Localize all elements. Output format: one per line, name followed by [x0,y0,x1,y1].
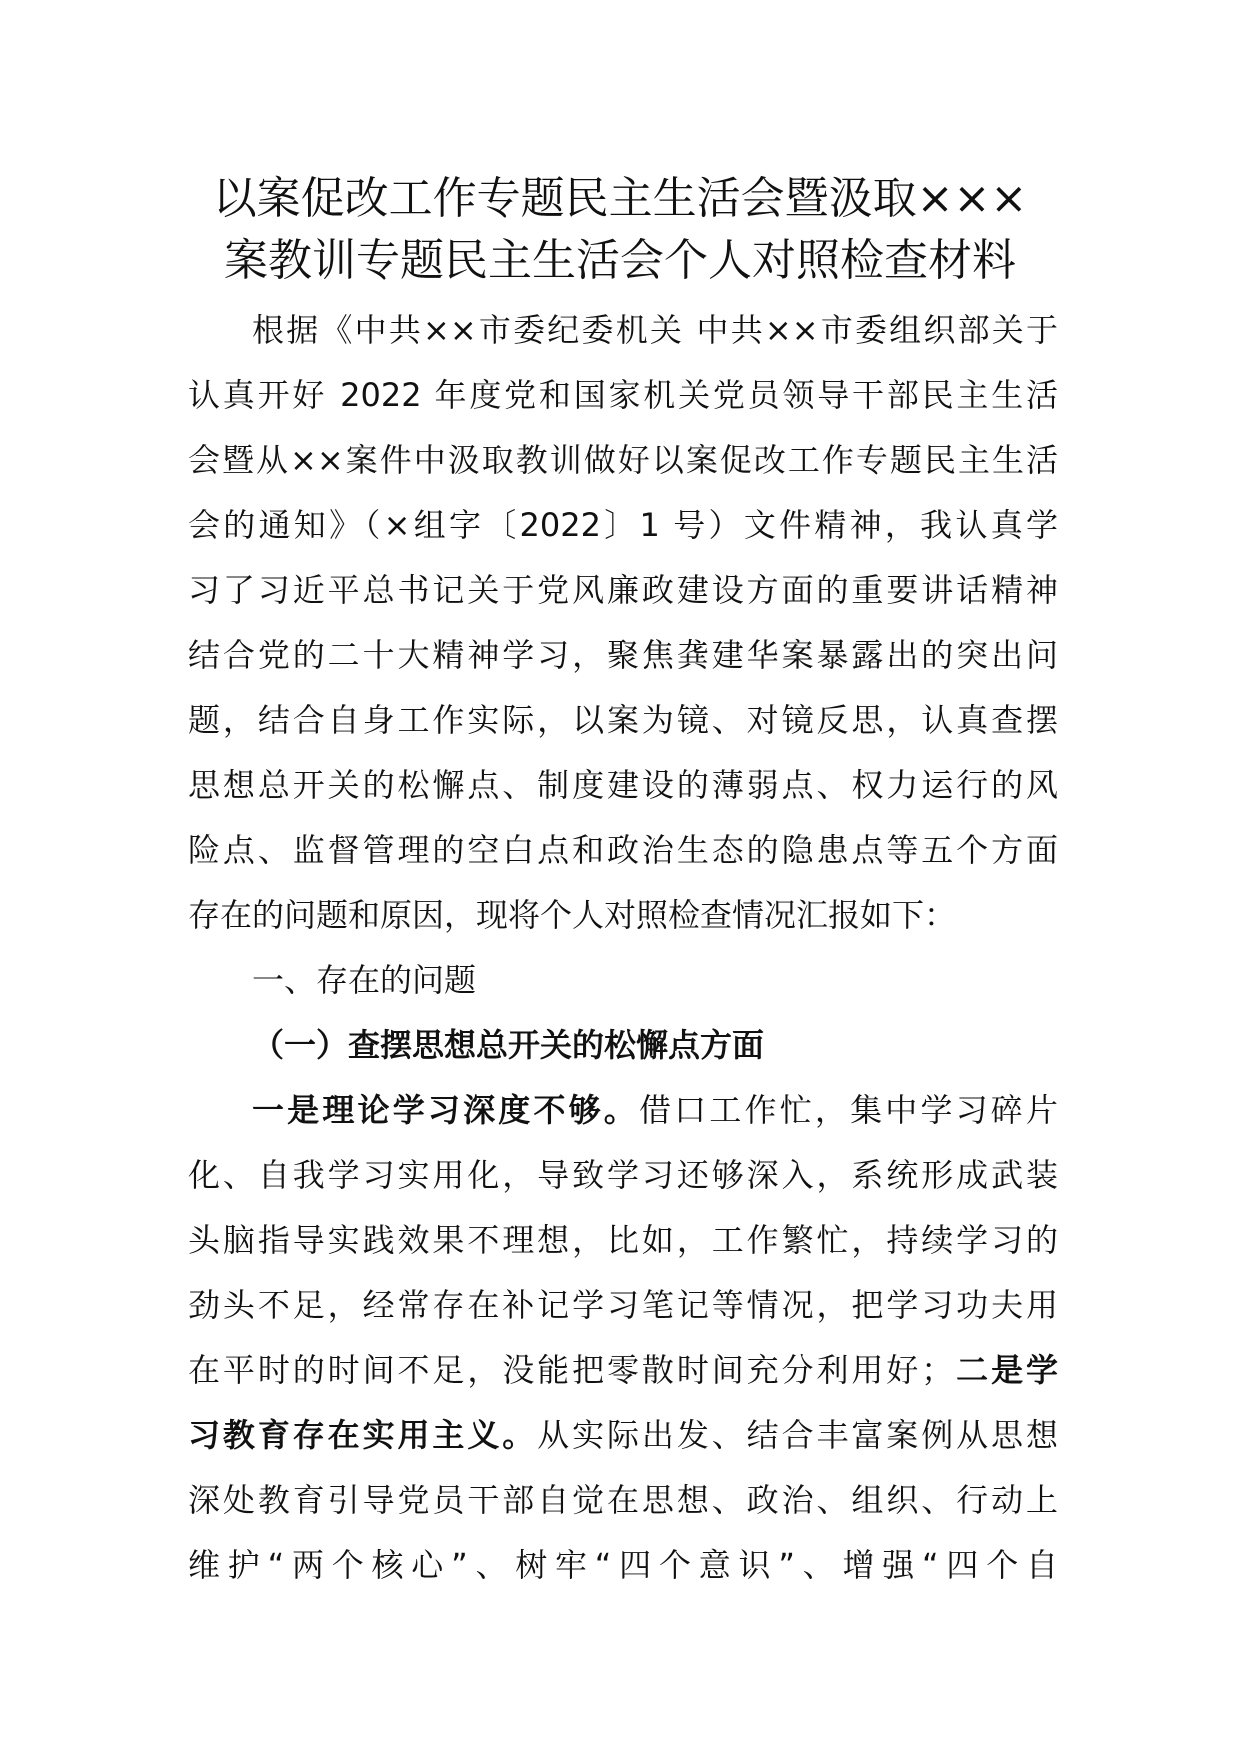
paragraph-text: 在平时的时间不足，没能把零散时间充分利用好； [188,1351,954,1389]
title-line-1: 以案促改工作专题民主生活会暨汲取××× [212,173,1028,224]
paragraph-line [188,1338,1058,1403]
paragraph-line: 化、自我学习实用化，导致学习还够深入，系统形成武装 [188,1156,1058,1194]
paragraph-line: 会的通知》（×组字〔2022〕1 号）文件精神，我认真学 [188,506,1058,544]
paragraph-line: 题，结合自身工作实际，以案为镜、对镜反思，认真查摆 [188,701,1058,739]
paragraph-line: 劲头不足，经常存在补记学习笔记等情况，把学习功夫用 [188,1286,1058,1324]
title-line-2: 案教训专题民主生活会个人对照检查材料 [224,235,1016,286]
bold-lead: 习教育存在实用主义。 [188,1416,538,1454]
paragraph-line: 根据《中共××市委纪委机关 中共××市委组织部关于 [252,311,1058,349]
document-body [188,298,1058,1598]
paragraph-line: 险点、监督管理的空白点和政治生态的隐患点等五个方面 [188,831,1058,869]
bold-lead: 一是理论学习深度不够。 [252,1091,639,1129]
subsection-heading: （一）查摆思想总开关的松懈点方面 [252,1026,765,1064]
paragraph-line: 习了习近平总书记关于党风廉政建设方面的重要讲话精神 [188,571,1058,609]
section-heading: 一、存在的问题 [252,961,477,999]
document-title [150,168,1090,292]
paragraph-line: 思想总开关的松懈点、制度建设的薄弱点、权力运行的风 [188,766,1058,804]
paragraph-line: 认真开好 2022 年度党和国家机关党员领导干部民主生活 [188,376,1058,414]
paragraph-text: 借口工作忙，集中学习碎片 [639,1091,1058,1129]
intro-paragraph [188,298,1058,948]
paragraph-text: 从实际出发、结合丰富案例从思想 [537,1416,1058,1454]
problem-paragraph [188,1078,1058,1598]
paragraph-line: 会暨从××案件中汲取教训做好以案促改工作专题民主生活 [188,441,1058,479]
paragraph-line: 深处教育引导党员干部自觉在思想、政治、组织、行动上 [188,1481,1058,1519]
paragraph-line: 存在的问题和原因，现将个人对照检查情况汇报如下： [188,896,957,934]
paragraph-line: 维护“两个核心”、树牢“四个意识”、增强“四个自 [188,1546,1058,1584]
bold-lead: 二是学 [953,1351,1058,1389]
paragraph-line [188,1403,1058,1468]
paragraph-line: 头脑指导实践效果不理想，比如，工作繁忙，持续学习的 [188,1221,1058,1259]
paragraph-line: 结合党的二十大精神学习，聚焦龚建华案暴露出的突出问 [188,636,1058,674]
paragraph-line [188,1078,1058,1143]
